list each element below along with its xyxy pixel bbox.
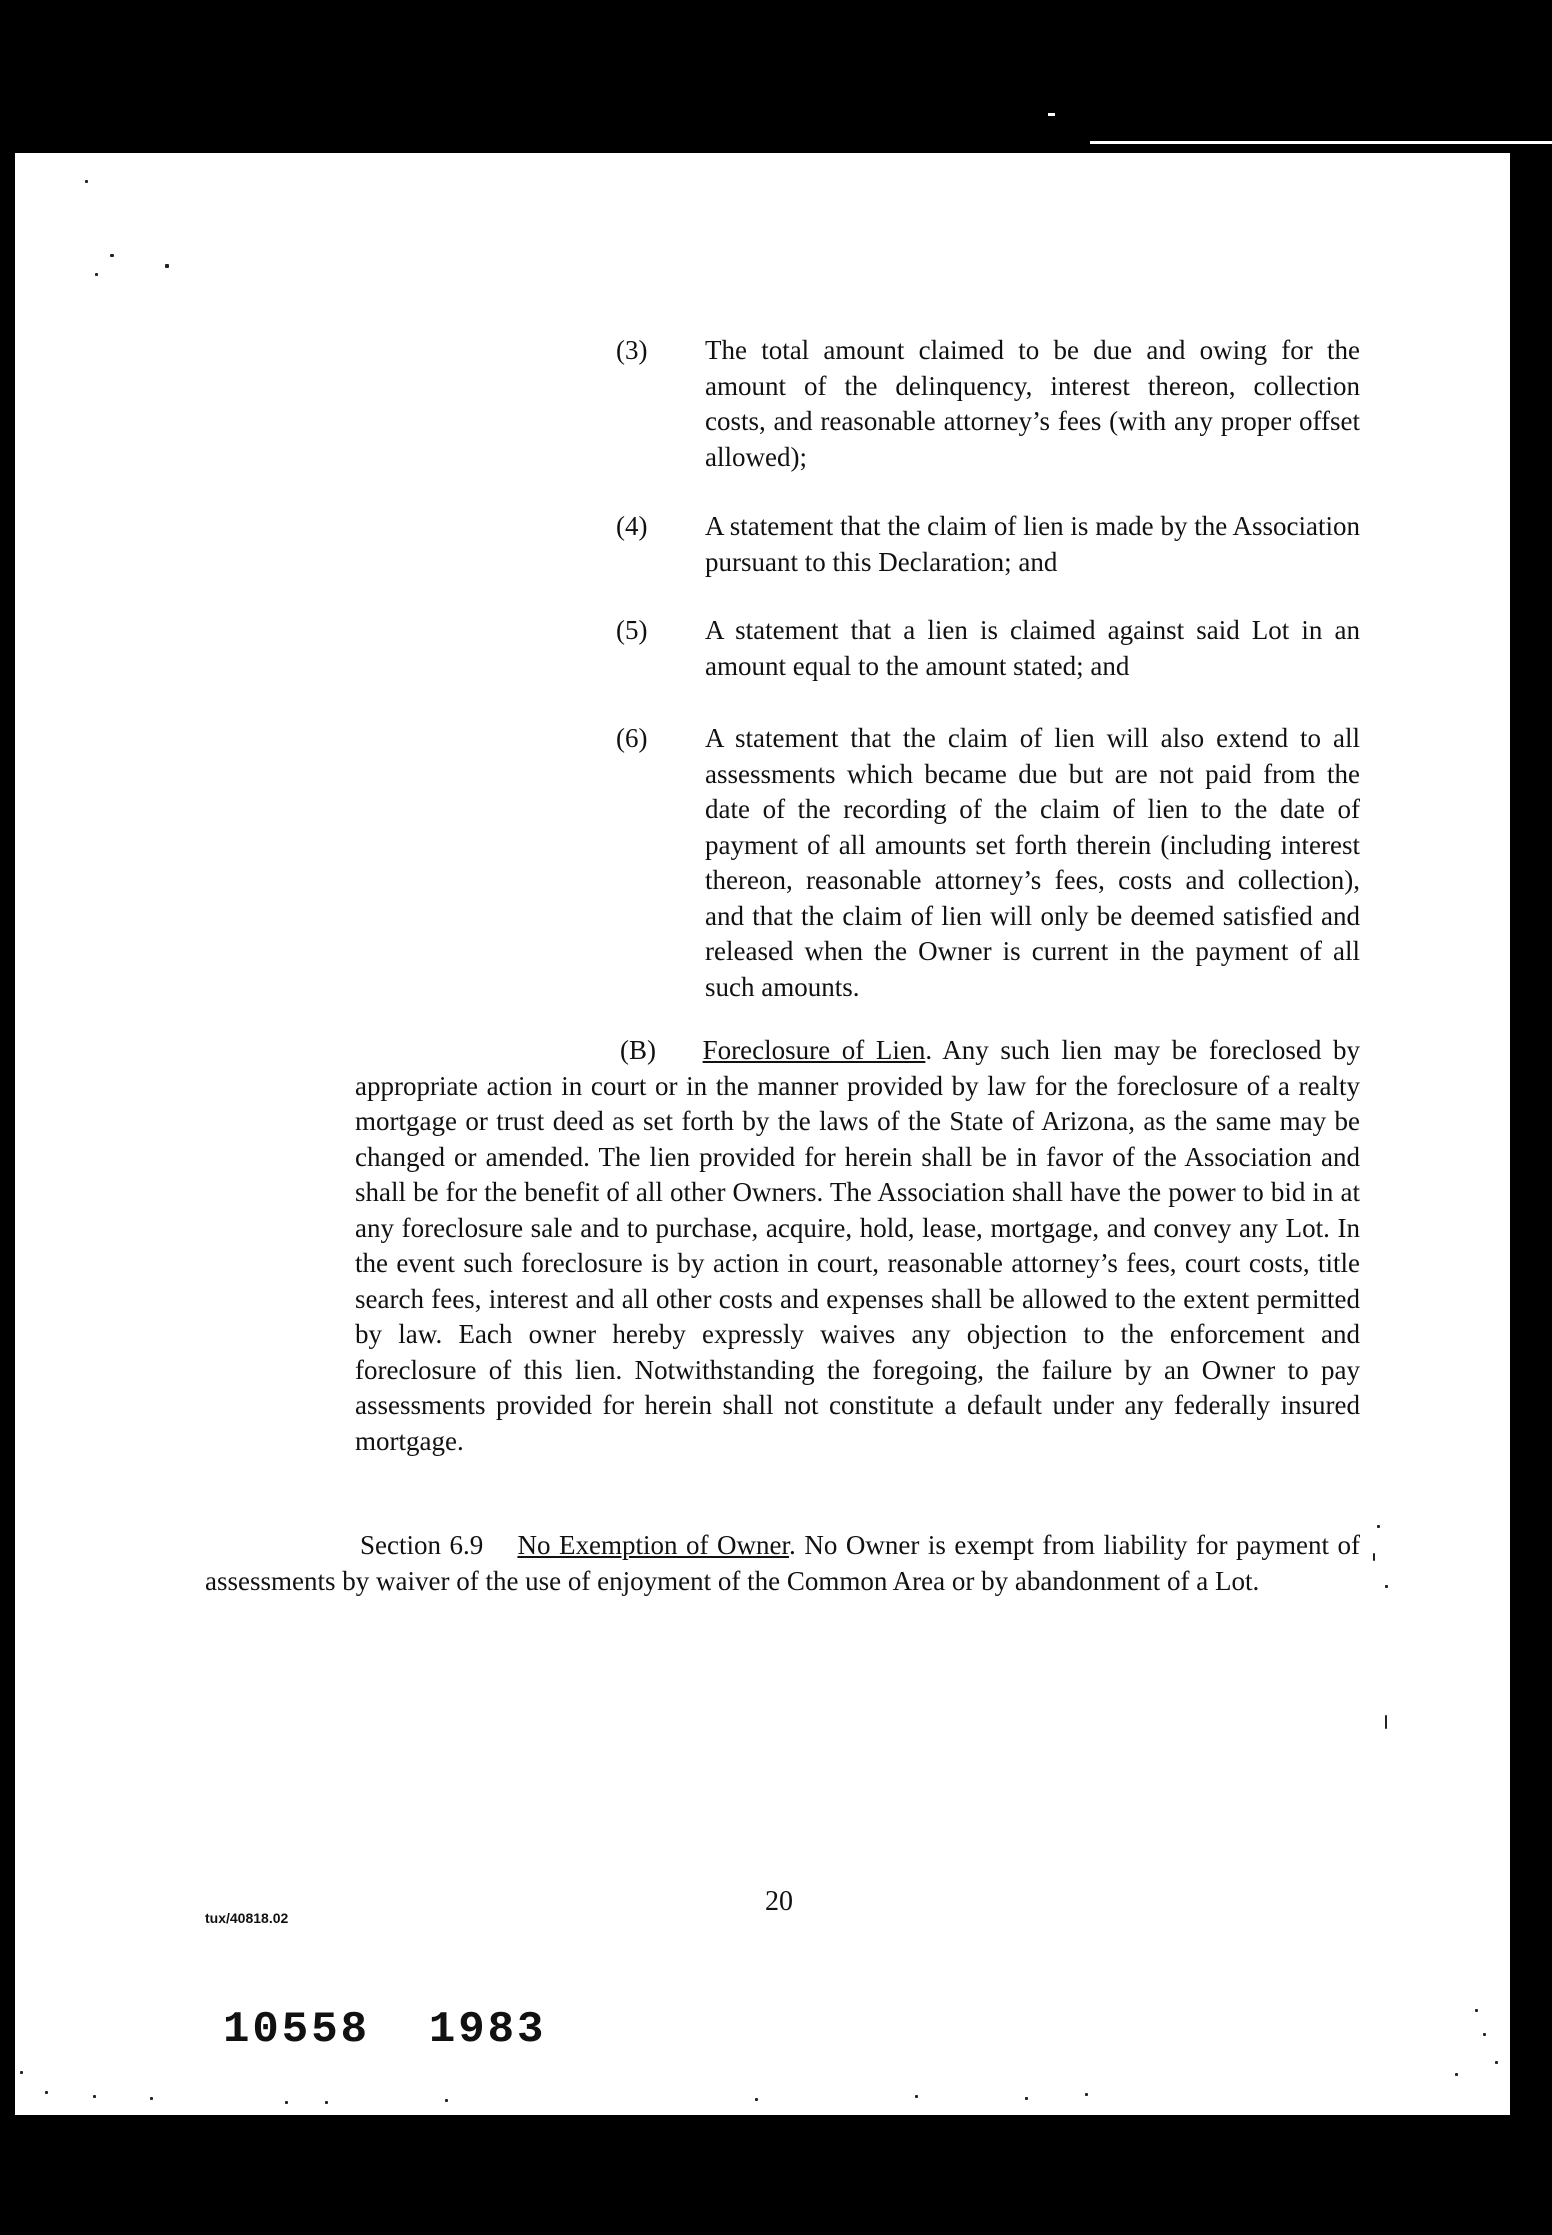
scan-speck: [85, 180, 88, 183]
scan-speck: [45, 2091, 48, 2094]
scan-speck: [165, 264, 169, 268]
scan-speck: [1373, 1553, 1375, 1561]
scan-speck: [1483, 2033, 1486, 2036]
scan-speck: [1085, 2093, 1088, 2096]
scan-speck: [445, 2099, 448, 2102]
list-item-text: A statement that the claim of lien will also extend to all assessments which became due but are not paid from the date of the recording of the claim of lien to the date of payment of all amounts set forth therein (including interest thereon, reasonable attorney’s fees, costs and collection), and that the claim of lien will only be deemed satisfied and released when the Owner is current in the payment of all such amounts.: [705, 723, 1360, 1002]
scan-speck: [150, 2097, 153, 2100]
scan-speck: [20, 2071, 23, 2074]
section-text: . No Owner is exempt from liability for payment of assessments by waiver of the use of enjoyment of the Common Area or by abandonment of a Lot.: [205, 1530, 1361, 1596]
list-item-number: (6): [616, 723, 648, 753]
scan-speck: [93, 2095, 96, 2098]
recording-stamp: 10558 1983: [223, 2005, 547, 2055]
page-number: 20: [765, 1886, 793, 1917]
scan-speck: [1025, 2097, 1028, 2100]
scan-speck: [1377, 1525, 1380, 1528]
scan-speck: [325, 2101, 328, 2104]
foreclosure-label: (B): [620, 1035, 656, 1065]
document-code: tux/40818.02: [205, 1910, 289, 1926]
scan-speck: [1385, 1715, 1387, 1729]
scan-speck: [285, 2101, 288, 2104]
scan-speck: [1475, 2009, 1478, 2012]
scan-speck: [755, 2098, 758, 2101]
scan-speck: [1385, 1585, 1388, 1588]
section-label: Section 6.9: [360, 1530, 484, 1560]
document-page: [15, 153, 1510, 2115]
scan-speck: [915, 2095, 918, 2098]
list-item-number: (5): [616, 615, 648, 645]
section-paragraph: [205, 1528, 1360, 1599]
list-item-number: (4): [616, 511, 648, 541]
scan-speck: [110, 254, 114, 257]
list-item-text: A statement that the claim of lien is made by the Association pursuant to this Declaration; and: [705, 511, 1360, 577]
list-item-text: A statement that a lien is claimed against said Lot in an amount equal to the amount stated; and: [705, 615, 1360, 681]
foreclosure-text: . Any such lien may be foreclosed by appropriate action in court or in the manner provided by law for the foreclosure of a realty mortgage or trust deed as set forth by the laws of the State of Arizona, as the same may be changed or amended. The lien provided for herein shall be in favor of the Association and shall be for the benefit of all other Owners. The Association shall have the power to bid in at any foreclosure sale and to purchase, acquire, hold, lease, mortgage, and convey any Lot. In the event such foreclosure is by action in court, reasonable attorney’s fees, court costs, title search fees, interest and all other costs and expenses shall be allowed to the extent permitted by law. Each owner hereby expressly waives any objection to the enforcement and foreclosure of this lien. Notwithstanding the foregoing, the failure by an Owner to pay assessments provided for herein shall not constitute a default under any federally insured mortgage.: [355, 1035, 1361, 1456]
foreclosure-paragraph: [355, 1033, 1360, 1459]
scan-edge-mark: [1048, 113, 1055, 116]
scan-speck: [1495, 2061, 1498, 2064]
foreclosure-heading: Foreclosure of Lien: [702, 1035, 926, 1065]
scan-speck: [95, 273, 98, 276]
scan-edge-line: [1090, 141, 1552, 144]
list-item-number: (3): [616, 335, 648, 365]
section-heading: No Exemption of Owner: [517, 1530, 790, 1560]
list-item-text: The total amount claimed to be due and owing for the amount of the delinquency, interest thereon, collection costs, and reasonable attorney’s fees (with any proper offset allowed);: [705, 335, 1360, 472]
scan-speck: [1455, 2073, 1458, 2076]
